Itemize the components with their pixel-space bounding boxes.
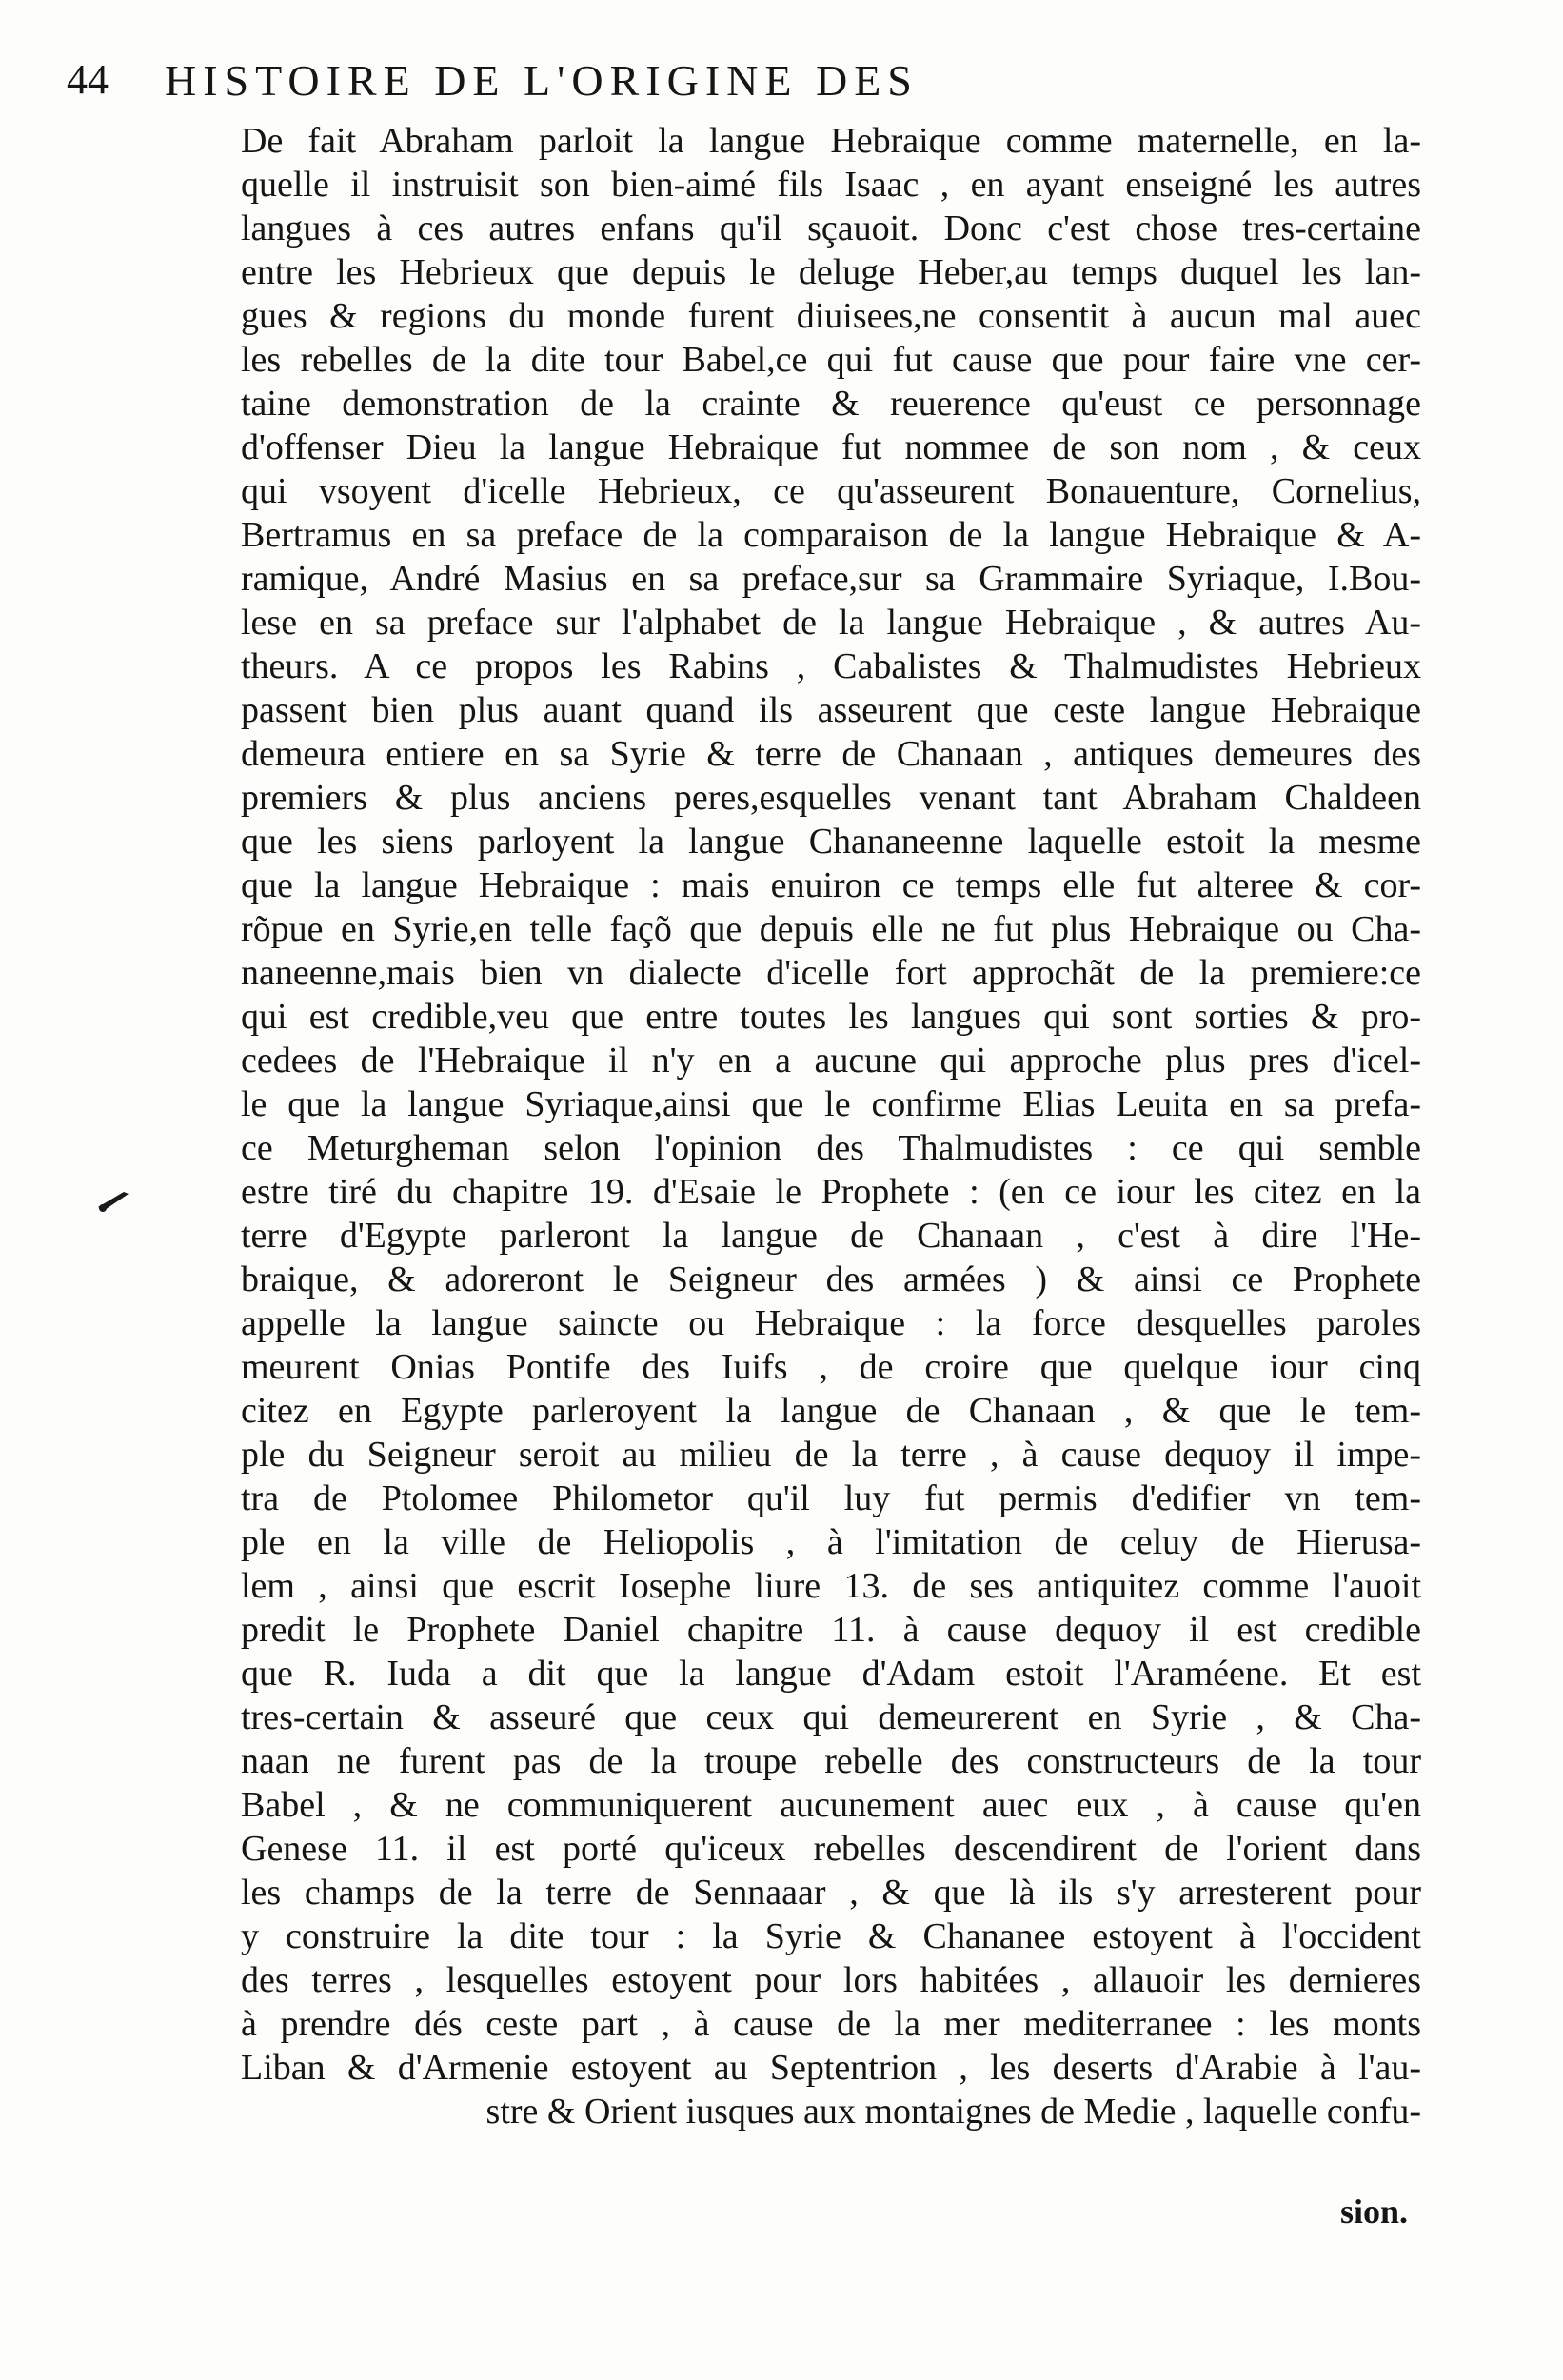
text-line: ce Meturgheman selon l'opinion des Thalmudistes : ce qui semble	[241, 1128, 1421, 1168]
catchword: sion.	[1340, 2192, 1409, 2231]
text-line: theurs. A ce propos les Rabins , Cabalistes & Thalmudistes Hebrieux	[241, 646, 1421, 686]
text-line: demeura entiere en sa Syrie & terre de Chanaan , antiques demeures des	[241, 734, 1421, 774]
text-line: Babel , & ne communiquerent aucunement auec eux , à cause qu'en	[241, 1785, 1421, 1825]
text-line: le que la langue Syriaque,ainsi que le confirme Elias Leuita en sa prefa-	[241, 1084, 1421, 1124]
text-line: que la langue Hebraique : mais enuiron ce temps elle fut alteree & cor-	[241, 865, 1421, 905]
page-number: 44	[67, 56, 109, 103]
text-line: tra de Ptolomee Philometor qu'il luy fut permis d'edifier vn tem-	[241, 1478, 1421, 1518]
text-line: entre les Hebrieux que depuis le deluge Heber,au temps duquel les lan-	[241, 252, 1421, 292]
text-line: lese en sa preface sur l'alphabet de la langue Hebraique , & autres Au-	[241, 603, 1421, 643]
text-line: De fait Abraham parloit la langue Hebraique comme maternelle, en la-	[241, 121, 1421, 161]
text-line: rõpue en Syrie,en telle façõ que depuis elle ne fut plus Hebraique ou Cha-	[241, 909, 1421, 949]
text-line: tres-certain & asseuré que ceux qui demeurerent en Syrie , & Cha-	[241, 1697, 1421, 1737]
text-line: ple du Seigneur seroit au milieu de la terre , à cause dequoy il impe-	[241, 1435, 1421, 1475]
text-line: gues & regions du monde furent diuisees,ne consentit à aucun mal auec	[241, 296, 1421, 336]
text-line: d'offenser Dieu la langue Hebraique fut nommee de son nom , & ceux	[241, 427, 1421, 467]
text-line: naneenne,mais bien vn dialecte d'icelle fort approchãt de la premiere:ce	[241, 953, 1421, 993]
text-line: citez en Egypte parleroyent la langue de Chanaan , & que le tem-	[241, 1391, 1421, 1431]
body-text	[241, 119, 1421, 2133]
text-line: braique, & adoreront le Seigneur des armées ) & ainsi ce Prophete	[241, 1259, 1421, 1299]
text-line: y construire la dite tour : la Syrie & Chananee estoyent à l'occident	[241, 1916, 1421, 1956]
text-line: Liban & d'Armenie estoyent au Septentrion , les deserts d'Arabie à l'au-	[241, 2048, 1421, 2088]
text-line: passent bien plus auant quand ils asseurent que ceste langue Hebraique	[241, 690, 1421, 730]
margin-ink-mark	[95, 1188, 133, 1213]
text-line: que R. Iuda a dit que la langue d'Adam estoit l'Araméene. Et est	[241, 1654, 1421, 1694]
text-line: Genese 11. il est porté qu'iceux rebelles descendirent de l'orient dans	[241, 1829, 1421, 1869]
text-line: cedees de l'Hebraique il n'y en a aucune qui approche plus pres d'icel-	[241, 1041, 1421, 1081]
text-line: des terres , lesquelles estoyent pour lors habitées , allauoir les dernieres	[241, 1960, 1421, 2000]
text-line: qui vsoyent d'icelle Hebrieux, ce qu'asseurent Bonauenture, Cornelius,	[241, 471, 1421, 511]
text-line: ple en la ville de Heliopolis , à l'imitation de celuy de Hierusa-	[241, 1522, 1421, 1562]
text-line: que les siens parloyent la langue Chananeenne laquelle estoit la mesme	[241, 822, 1421, 862]
text-line: meurent Onias Pontife des Iuifs , de croire que quelque iour cinq	[241, 1347, 1421, 1387]
text-line: qui est credible,veu que entre toutes les langues qui sont sorties & pro-	[241, 997, 1421, 1037]
text-line: les rebelles de la dite tour Babel,ce qui fut cause que pour faire vne cer-	[241, 340, 1421, 380]
text-line: terre d'Egypte parleront la langue de Chanaan , c'est à dire l'He-	[241, 1216, 1421, 1256]
text-line: premiers & plus anciens peres,esquelles venant tant Abraham Chaldeen	[241, 778, 1421, 818]
text-line: naan ne furent pas de la troupe rebelle des constructeurs de la tour	[241, 1741, 1421, 1781]
text-line: estre tiré du chapitre 19. d'Esaie le Prophete : (en ce iour les citez en la	[241, 1172, 1421, 1212]
page-header	[67, 48, 1304, 114]
text-line: Bertramus en sa preface de la comparaison de la langue Hebraique & A-	[241, 515, 1421, 555]
text-line: ramique, André Masius en sa preface,sur sa Grammaire Syriaque, I.Bou-	[241, 559, 1421, 599]
text-line: appelle la langue saincte ou Hebraique : la force desquelles paroles	[241, 1303, 1421, 1343]
text-line: predit le Prophete Daniel chapitre 11. à cause dequoy il est credible	[241, 1610, 1421, 1650]
text-line: les champs de la terre de Sennaaar , & que là ils s'y arresterent pour	[241, 1873, 1421, 1913]
text-line: lem , ainsi que escrit Iosephe liure 13. de ses antiquitez comme l'auoit	[241, 1566, 1421, 1606]
text-line: stre & Orient iusques aux montaignes de Medie , laquelle confu-	[485, 2092, 1421, 2132]
text-line: langues à ces autres enfans qu'il sçauoit. Donc c'est chose tres-certaine	[241, 208, 1421, 248]
running-title: HISTOIRE DE L'ORIGINE DES	[165, 56, 919, 105]
text-line: taine demonstration de la crainte & reuerence qu'eust ce personnage	[241, 384, 1421, 424]
text-line: quelle il instruisit son bien-aimé fils Isaac , en ayant enseigné les autres	[241, 165, 1421, 205]
text-line: à prendre dés ceste part , à cause de la mer mediterranee : les monts	[241, 2004, 1421, 2044]
